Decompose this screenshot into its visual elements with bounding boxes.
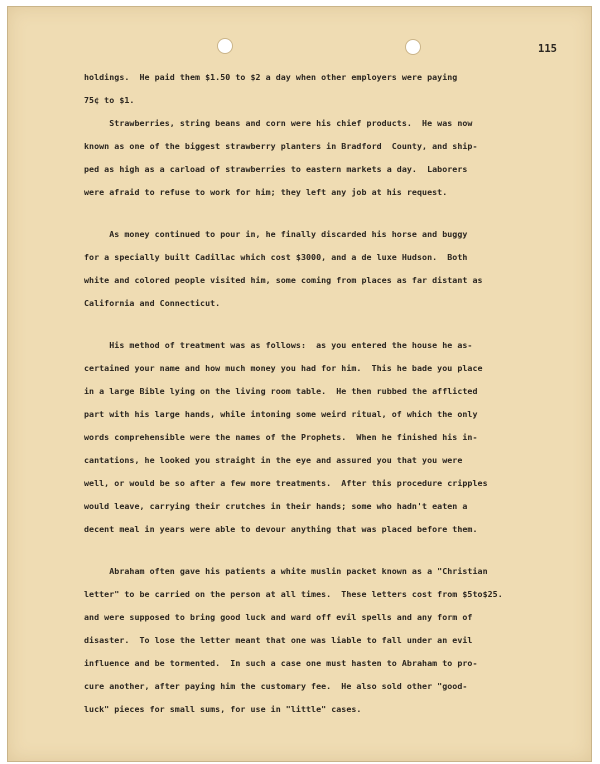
text-line: luck" pieces for small sums, for use in "little" cases.: [84, 704, 362, 714]
paragraph-4: [84, 338, 574, 545]
text-line: in a large Bible lying on the living room table. He then rubbed the afflicted: [84, 386, 478, 396]
paragraph-spacer: [84, 208, 574, 227]
text-line: California and Connecticut.: [84, 298, 221, 308]
text-line: were afraid to refuse to work for him; they left any job at his request.: [84, 187, 448, 197]
paragraph-2: [84, 116, 574, 208]
text-line: holdings. He paid them $1.50 to $2 a day when other employers were paying: [84, 72, 458, 82]
text-line: words comprehensible were the names of the Prophets. When he finished his in-: [84, 432, 478, 442]
text-line: well, or would be so after a few more treatments. After this procedure cripples: [84, 478, 488, 488]
text-line: Strawberries, string beans and corn were his chief products. He was now: [84, 118, 473, 128]
text-line: for a specially built Cadillac which cost $3000, and a de luxe Hudson. Both: [84, 252, 468, 262]
typewritten-page: [7, 6, 592, 762]
text-line: ped as high as a carload of strawberries to eastern markets a day. Laborers: [84, 164, 468, 174]
text-line: white and colored people visited him, some coming from places as far distant as: [84, 275, 483, 285]
text-line: His method of treatment was as follows: as you entered the house he as-: [84, 340, 473, 350]
punch-hole-right: [405, 39, 421, 55]
text-line: influence and be tormented. In such a case one must hasten to Abraham to pro-: [84, 658, 478, 668]
text-line: Abraham often gave his patients a white muslin packet known as a "Christian: [84, 566, 488, 576]
paragraph-3: [84, 227, 574, 319]
paragraph-spacer: [84, 545, 574, 564]
punch-hole-left: [217, 38, 233, 54]
text-line: As money continued to pour in, he finally discarded his horse and buggy: [84, 229, 468, 239]
text-line: cantations, he looked you straight in the eye and assured you that you were: [84, 455, 463, 465]
paragraph-5: [84, 564, 574, 725]
page-number: 115: [538, 43, 557, 55]
text-line: decent meal in years were able to devour anything that was placed before them.: [84, 524, 478, 534]
text-line: and were supposed to bring good luck and ward off evil spells and any form of: [84, 612, 473, 622]
text-line: 75¢ to $1.: [84, 95, 135, 105]
text-line: cure another, after paying him the customary fee. He also sold other "good-: [84, 681, 468, 691]
text-line: disaster. To lose the letter meant that one was liable to fall under an evil: [84, 635, 473, 645]
paragraph-spacer: [84, 319, 574, 338]
text-line: letter" to be carried on the person at all times. These letters cost from $5to$25.: [84, 589, 503, 599]
text-line: would leave, carrying their crutches in their hands; some who hadn't eaten a: [84, 501, 468, 511]
paragraph-1: [84, 70, 574, 116]
body-text: [84, 70, 574, 725]
text-line: known as one of the biggest strawberry planters in Bradford County, and ship-: [84, 141, 478, 151]
text-line: part with his large hands, while intoning some weird ritual, of which the only: [84, 409, 478, 419]
text-line: certained your name and how much money you had for him. This he bade you place: [84, 363, 483, 373]
